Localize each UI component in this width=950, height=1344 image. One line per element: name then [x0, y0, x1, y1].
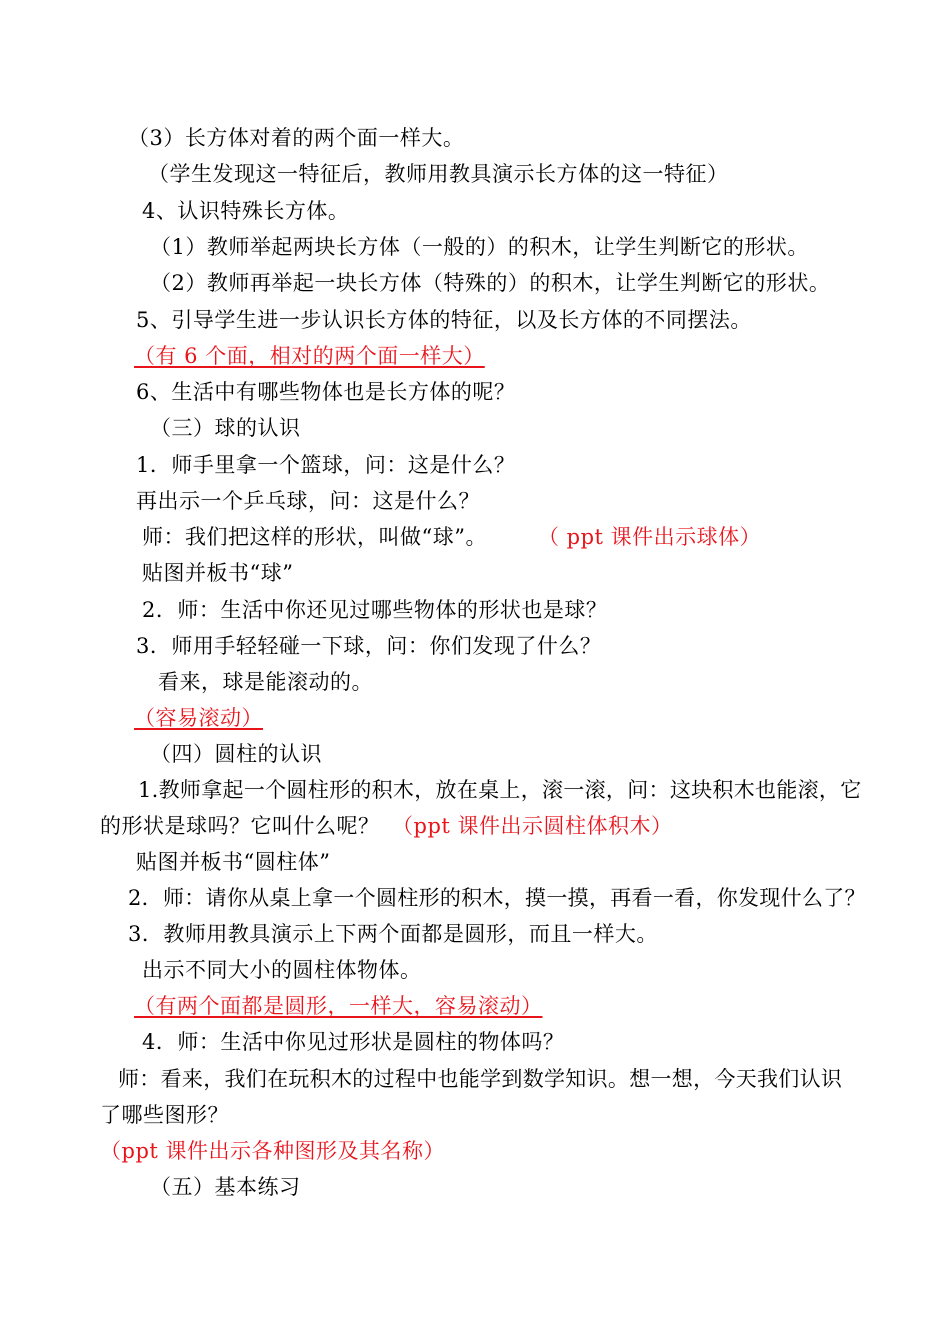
text-line: 2．师：请你从桌上拿一个圆柱形的积木，摸一摸，再看一看，你发现什么了？	[128, 886, 866, 910]
text-line: 再出示一个乒乓球，问：这是什么？	[136, 489, 480, 513]
text-line: 1.教师拿起一个圆柱形的积木，放在桌上，滚一滚，问：这块积木也能滚，它	[138, 778, 862, 802]
text-line: 出示不同大小的圆柱体物体。	[142, 958, 422, 982]
text-line: 看来，球是能滚动的。	[158, 670, 373, 694]
text-line: 师：我们把这样的形状，叫做“球”。	[142, 525, 487, 549]
section-heading: （三）球的认识	[150, 416, 301, 440]
text-line: 4、认识特殊长方体。	[142, 199, 350, 223]
text-line: 贴图并板书“圆柱体”	[136, 850, 331, 874]
annotation-inline: （ ppt 课件出示球体）	[538, 525, 762, 549]
text-line: 6、生活中有哪些物体也是长方体的呢？	[136, 380, 516, 404]
annotation-line: （有两个面都是圆形，一样大，容易滚动）	[134, 994, 543, 1018]
text-line: 3．教师用教具演示上下两个面都是圆形，而且一样大。	[128, 922, 658, 946]
section-heading: （五）基本练习	[150, 1175, 301, 1199]
text-line: 的形状是球吗？它叫什么呢？	[100, 814, 380, 838]
section-heading: （四）圆柱的认识	[150, 742, 322, 766]
text-line: 5、引导学生进一步认识长方体的特征，以及长方体的不同摆法。	[136, 308, 752, 332]
text-line: （学生发现这一特征后，教师用教具演示长方体的这一特征）	[148, 162, 729, 186]
text-line: 贴图并板书“球”	[142, 561, 294, 585]
text-line: （1）教师举起两块长方体（一般的）的积木，让学生判断它的形状。	[150, 235, 809, 259]
text-line: 1．师手里拿一个篮球，问：这是什么？	[136, 453, 516, 477]
text-line: 3．师用手轻轻碰一下球，问：你们发现了什么？	[136, 634, 602, 658]
text-line: （3）长方体对着的两个面一样大。	[128, 126, 465, 150]
text-line: 师：看来，我们在玩积木的过程中也能学到数学知识。想一想，今天我们认识	[118, 1067, 843, 1091]
text-line: 了哪些图形？	[100, 1103, 229, 1127]
text-line: 2．师：生活中你还见过哪些物体的形状也是球？	[142, 598, 608, 622]
text-line: （2）教师再举起一块长方体（特殊的）的积木，让学生判断它的形状。	[150, 271, 831, 295]
annotation-inline: （ppt 课件出示圆柱体积木）	[392, 814, 673, 838]
annotation-line: （ppt 课件出示各种图形及其名称）	[100, 1139, 445, 1163]
annotation-line: （有 6 个面，相对的两个面一样大）	[134, 344, 485, 368]
text-line: 4．师：生活中你见过形状是圆柱的物体吗？	[142, 1030, 565, 1054]
annotation-line: （容易滚动）	[134, 706, 263, 730]
